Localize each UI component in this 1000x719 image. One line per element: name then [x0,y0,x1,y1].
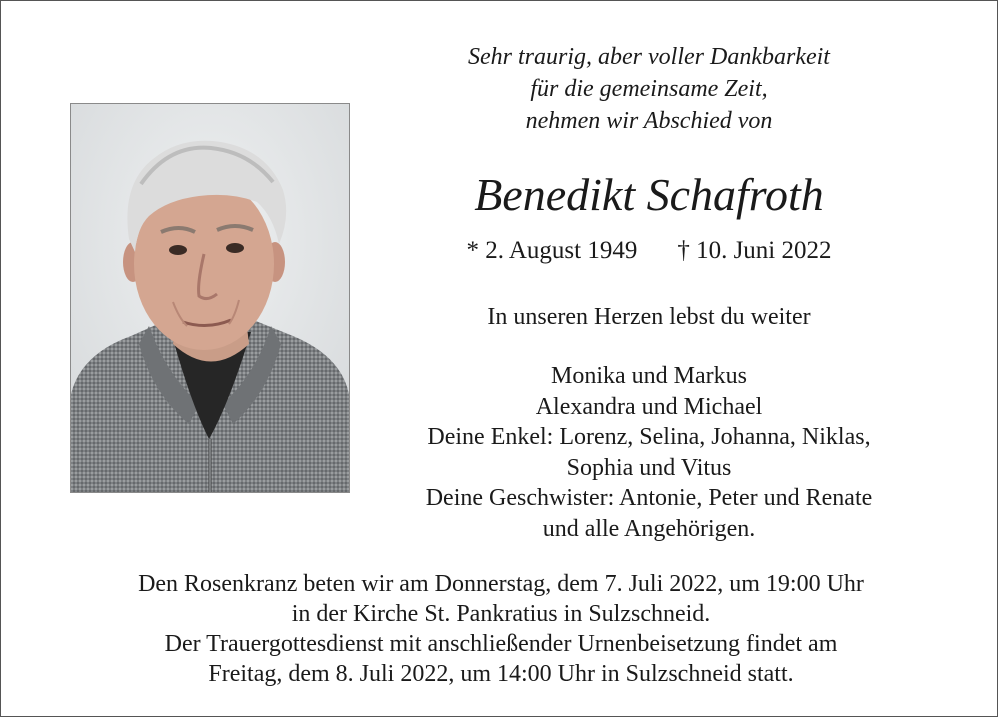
notice-line: Den Rosenkranz beten wir am Donnerstag, dem 7. Juli 2022, um 19:00 Uhr [138,571,864,597]
notice-line: Der Trauergottesdienst mit anschließender Urnenbeisetzung findet am [164,631,838,657]
birth-date: * 2. August 1949 [466,237,638,264]
mourners-line: Monika und Markus [551,363,747,389]
intro-line: für die gemeinsame Zeit, [530,76,768,102]
intro-line: Sehr traurig, aber voller Dankbarkeit [468,44,830,70]
portrait-illustration [71,104,349,492]
portrait-photo [70,103,350,493]
mourners-line: und alle Angehörigen. [542,515,756,542]
deceased-name: Benedikt Schafroth [474,169,824,220]
death-date: † 10. Juni 2022 [677,237,832,264]
intro-line: nehmen wir Abschied von [525,108,773,134]
mourners-line: Deine Geschwister: Antonie, Peter und Renate [425,485,873,512]
mourners-line: Sophia und Vitus [566,454,732,481]
intro-text [399,41,899,137]
mourners-line: Alexandra und Michael [535,393,763,420]
notice-line: Freitag, dem 8. Juli 2022, um 14:00 Uhr in Sulzschneid statt. [208,661,794,687]
mourners-line: Deine Enkel: Lorenz, Selina, Johanna, Niklas, [427,424,871,451]
service-notice [31,569,971,689]
motto: In unseren Herzen lebst du weiter [487,304,811,330]
notice-line: in der Kirche St. Pankratius in Sulzschneid. [291,601,711,627]
mourners-list [371,361,927,545]
life-dates [399,235,899,267]
